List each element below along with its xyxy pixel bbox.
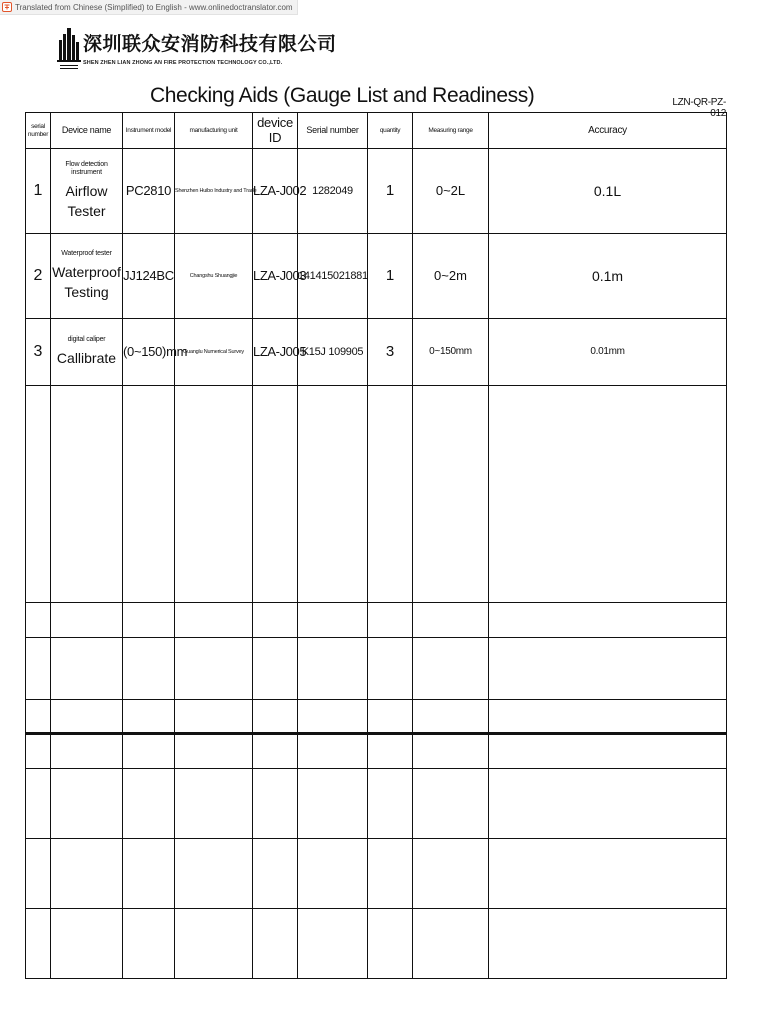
empty-cell — [175, 386, 253, 603]
empty-cell — [368, 386, 413, 603]
cell-instrument-model: PC2810 — [123, 149, 175, 234]
empty-cell — [413, 386, 489, 603]
header-accuracy: Accuracy — [489, 113, 727, 149]
cell-quantity: 1 — [368, 234, 413, 319]
empty-row — [26, 386, 727, 603]
empty-cell — [253, 909, 298, 979]
empty-cell — [51, 769, 123, 839]
empty-cell — [489, 839, 727, 909]
cell-measuring-range: 0~150mm — [413, 319, 489, 386]
empty-cell — [298, 734, 368, 769]
empty-cell — [175, 769, 253, 839]
header-device-id: device ID — [253, 113, 298, 149]
empty-cell — [26, 909, 51, 979]
empty-cell — [413, 700, 489, 734]
empty-cell — [26, 734, 51, 769]
cell-device-id: LZA-J002 — [253, 149, 298, 234]
header-serial-number: serial number — [26, 113, 51, 149]
cell-serial-no: K15J 109905 — [298, 319, 368, 386]
empty-row — [26, 769, 727, 839]
document-code: LZN-QR-PZ-012 — [672, 97, 726, 119]
header-measuring-range: Measuring range — [413, 113, 489, 149]
table-header-row — [26, 113, 727, 149]
table-row — [26, 149, 727, 234]
cell-instrument-model: JJ124BC — [123, 234, 175, 319]
empty-row — [26, 909, 727, 979]
cell-quantity: 1 — [368, 149, 413, 234]
cell-measuring-range: 0~2m — [413, 234, 489, 319]
empty-row — [26, 734, 727, 769]
empty-cell — [51, 386, 123, 603]
empty-cell — [368, 638, 413, 700]
cell-device-name — [51, 234, 123, 319]
empty-cell — [123, 386, 175, 603]
empty-cell — [298, 386, 368, 603]
cell-serial-no: 141415021881 — [298, 234, 368, 319]
empty-cell — [298, 638, 368, 700]
cell-serial-number: 3 — [26, 319, 51, 386]
empty-cell — [413, 603, 489, 638]
gauge-list-table — [25, 112, 727, 979]
empty-cell — [298, 603, 368, 638]
empty-cell — [51, 909, 123, 979]
empty-cell — [368, 734, 413, 769]
empty-cell — [368, 700, 413, 734]
header-instrument-model: Instrument model — [123, 113, 175, 149]
empty-cell — [368, 839, 413, 909]
cell-measuring-range: 0~2L — [413, 149, 489, 234]
empty-cell — [175, 839, 253, 909]
empty-cell — [413, 769, 489, 839]
empty-cell — [489, 603, 727, 638]
empty-cell — [298, 700, 368, 734]
empty-row — [26, 638, 727, 700]
empty-cell — [51, 700, 123, 734]
empty-cell — [253, 769, 298, 839]
company-logo — [56, 26, 337, 76]
empty-cell — [175, 734, 253, 769]
empty-cell — [175, 603, 253, 638]
empty-cell — [489, 769, 727, 839]
cell-accuracy: 0.1L — [489, 149, 727, 234]
device-name-sub: digital caliper — [67, 335, 106, 343]
cell-manufacturing-unit: Changshu Shuangjie — [175, 234, 253, 319]
company-name-cn: 深圳联众安消防科技有限公司 — [83, 33, 337, 55]
empty-cell — [253, 603, 298, 638]
empty-cell — [51, 603, 123, 638]
device-name-sub: Flow detection instrument — [65, 160, 108, 176]
empty-cell — [123, 734, 175, 769]
device-name-main: Callibrate — [56, 349, 117, 366]
header-quantity: quantity — [368, 113, 413, 149]
empty-cell — [253, 638, 298, 700]
device-name-main: Airflow Tester — [65, 182, 108, 220]
empty-cell — [413, 909, 489, 979]
empty-cell — [413, 839, 489, 909]
empty-cell — [123, 603, 175, 638]
translator-icon — [2, 2, 12, 12]
empty-cell — [253, 734, 298, 769]
empty-row — [26, 603, 727, 638]
empty-cell — [253, 386, 298, 603]
document-title: Checking Aids (Gauge List and Readiness) — [150, 84, 535, 107]
empty-cell — [368, 769, 413, 839]
company-name-en: SHEN ZHEN LIAN ZHONG AN FIRE PROTECTION TECHNOLOGY CO.,LTD. — [83, 60, 283, 66]
empty-cell — [123, 909, 175, 979]
empty-cell — [413, 734, 489, 769]
header-serial-no: Serial number — [298, 113, 368, 149]
cell-quantity: 3 — [368, 319, 413, 386]
empty-row — [26, 839, 727, 909]
cell-serial-no: 1282049 — [298, 149, 368, 234]
empty-cell — [489, 386, 727, 603]
empty-cell — [26, 700, 51, 734]
empty-cell — [175, 700, 253, 734]
empty-cell — [51, 734, 123, 769]
cell-device-name — [51, 319, 123, 386]
empty-cell — [489, 734, 727, 769]
empty-cell — [368, 603, 413, 638]
device-name-sub: Waterproof tester — [61, 249, 112, 257]
empty-cell — [26, 839, 51, 909]
empty-cell — [368, 909, 413, 979]
table-row — [26, 319, 727, 386]
empty-cell — [51, 638, 123, 700]
empty-row — [26, 700, 727, 734]
empty-cell — [26, 769, 51, 839]
empty-cell — [123, 638, 175, 700]
cell-accuracy: 0.1m — [489, 234, 727, 319]
empty-cell — [26, 386, 51, 603]
cell-accuracy: 0.01mm — [489, 319, 727, 386]
empty-cell — [253, 700, 298, 734]
empty-cell — [298, 769, 368, 839]
header-manufacturing-unit: manufacturing unit — [175, 113, 253, 149]
cell-manufacturing-unit: Shenzhen Huibo Industry and Trade — [175, 149, 253, 234]
empty-cell — [175, 638, 253, 700]
translator-banner[interactable] — [0, 0, 298, 15]
empty-cell — [253, 839, 298, 909]
table-row — [26, 234, 727, 319]
empty-cell — [175, 909, 253, 979]
empty-cell — [123, 839, 175, 909]
cell-device-name — [51, 149, 123, 234]
translator-banner-text[interactable]: Translated from Chinese (Simplified) to English - www.onlinedoctranslator.com — [15, 2, 293, 12]
empty-cell — [298, 839, 368, 909]
empty-cell — [489, 700, 727, 734]
empty-cell — [413, 638, 489, 700]
building-logo-icon — [56, 26, 82, 72]
empty-cell — [298, 909, 368, 979]
empty-cell — [26, 603, 51, 638]
empty-cell — [123, 769, 175, 839]
cell-device-id: LZA-J005 — [253, 319, 298, 386]
empty-cell — [489, 638, 727, 700]
empty-cell — [489, 909, 727, 979]
device-name-main: Waterproof Testing — [52, 263, 121, 301]
cell-manufacturing-unit: Guanglu Numerical Survey — [175, 319, 253, 386]
empty-cell — [51, 839, 123, 909]
cell-serial-number: 2 — [26, 234, 51, 319]
cell-serial-number: 1 — [26, 149, 51, 234]
empty-cell — [123, 700, 175, 734]
empty-cell — [26, 638, 51, 700]
cell-instrument-model: (0~150)mm — [123, 319, 175, 386]
header-device-name: Device name — [51, 113, 123, 149]
cell-device-id: LZA-J003 — [253, 234, 298, 319]
